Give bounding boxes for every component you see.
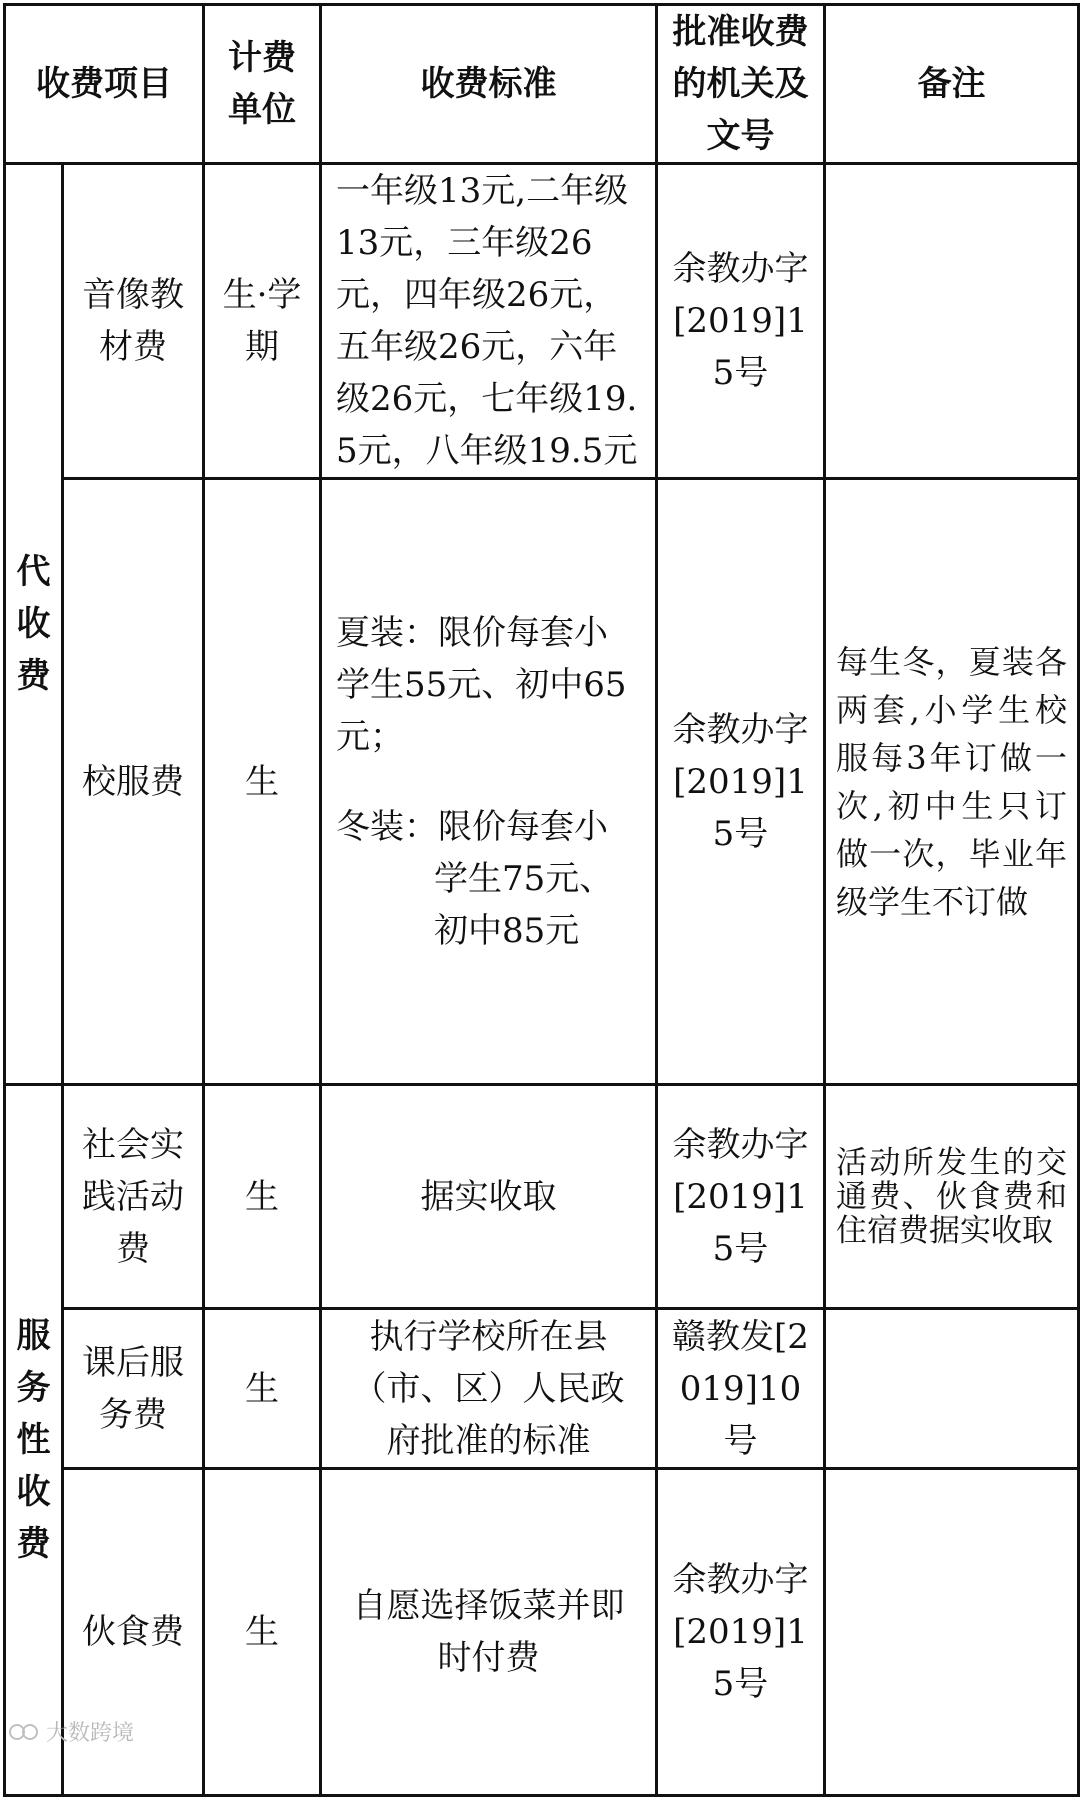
header-standard: 收费标准	[321, 5, 657, 164]
row-unit: 生	[204, 1085, 321, 1309]
table-row	[5, 1469, 1079, 1796]
row-item: 音像教材费	[63, 164, 204, 479]
header-approval: 批准收费的机关及文号	[657, 5, 825, 164]
header-unit: 计费单位	[204, 5, 321, 164]
table-row	[5, 1309, 1079, 1469]
row-approval: 余教办字[2019]15号	[657, 164, 825, 479]
row-note: 每生冬，夏装各两套,小学生校服每3年订做一次,初中生只订做一次，毕业年级学生不订做	[825, 479, 1079, 1085]
standard-summer: 夏装：限价每套小学生55元、初中65元；	[336, 612, 627, 757]
row-standard: 一年级13元,二年级13元，三年级26元，四年级26元，五年级26元，六年级26元，七年级19.5元，八年级19.5元	[321, 164, 657, 479]
row-unit: 生	[204, 1469, 321, 1796]
row-item: 伙食费	[63, 1469, 204, 1796]
watermark	[8, 1716, 134, 1747]
row-unit: 生·学期	[204, 164, 321, 479]
watermark-text: 大数跨境	[46, 1721, 135, 1746]
brand-logo-icon	[8, 1721, 42, 1743]
row-approval: 赣教发[2019]10号	[657, 1309, 825, 1469]
row-item: 课后服务费	[63, 1309, 204, 1469]
group-service-fees	[5, 1085, 63, 1796]
row-item: 社会实践活动费	[63, 1085, 204, 1309]
standard-winter: 冬装：限价每套小学生75元、初中85元	[336, 806, 614, 951]
header-item: 收费项目	[5, 5, 204, 164]
row-approval: 余教办字[2019]15号	[657, 1085, 825, 1309]
row-standard: 执行学校所在县（市、区）人民政府批准的标准	[321, 1309, 657, 1469]
group-proxy-fees	[5, 164, 63, 1085]
row-standard	[321, 479, 657, 1085]
row-note	[825, 164, 1079, 479]
row-standard: 自愿选择饭菜并即时付费	[321, 1469, 657, 1796]
table-header-row	[5, 5, 1079, 164]
group-service-label: 服务性收费	[16, 1316, 51, 1564]
row-approval: 余教办字[2019]15号	[657, 1469, 825, 1796]
row-approval: 余教办字[2019]15号	[657, 479, 825, 1085]
row-note	[825, 1309, 1079, 1469]
header-note: 备注	[825, 5, 1079, 164]
fee-table	[3, 3, 1080, 1797]
table-row	[5, 1085, 1079, 1309]
row-unit: 生	[204, 1309, 321, 1469]
table-row	[5, 164, 1079, 479]
group-proxy-label: 代收费	[16, 552, 51, 696]
row-standard: 据实收取	[321, 1085, 657, 1309]
row-note: 活动所发生的交通费、伙食费和住宿费据实收取	[825, 1085, 1079, 1309]
table-row	[5, 479, 1079, 1085]
row-item: 校服费	[63, 479, 204, 1085]
row-unit: 生	[204, 479, 321, 1085]
row-note	[825, 1469, 1079, 1796]
